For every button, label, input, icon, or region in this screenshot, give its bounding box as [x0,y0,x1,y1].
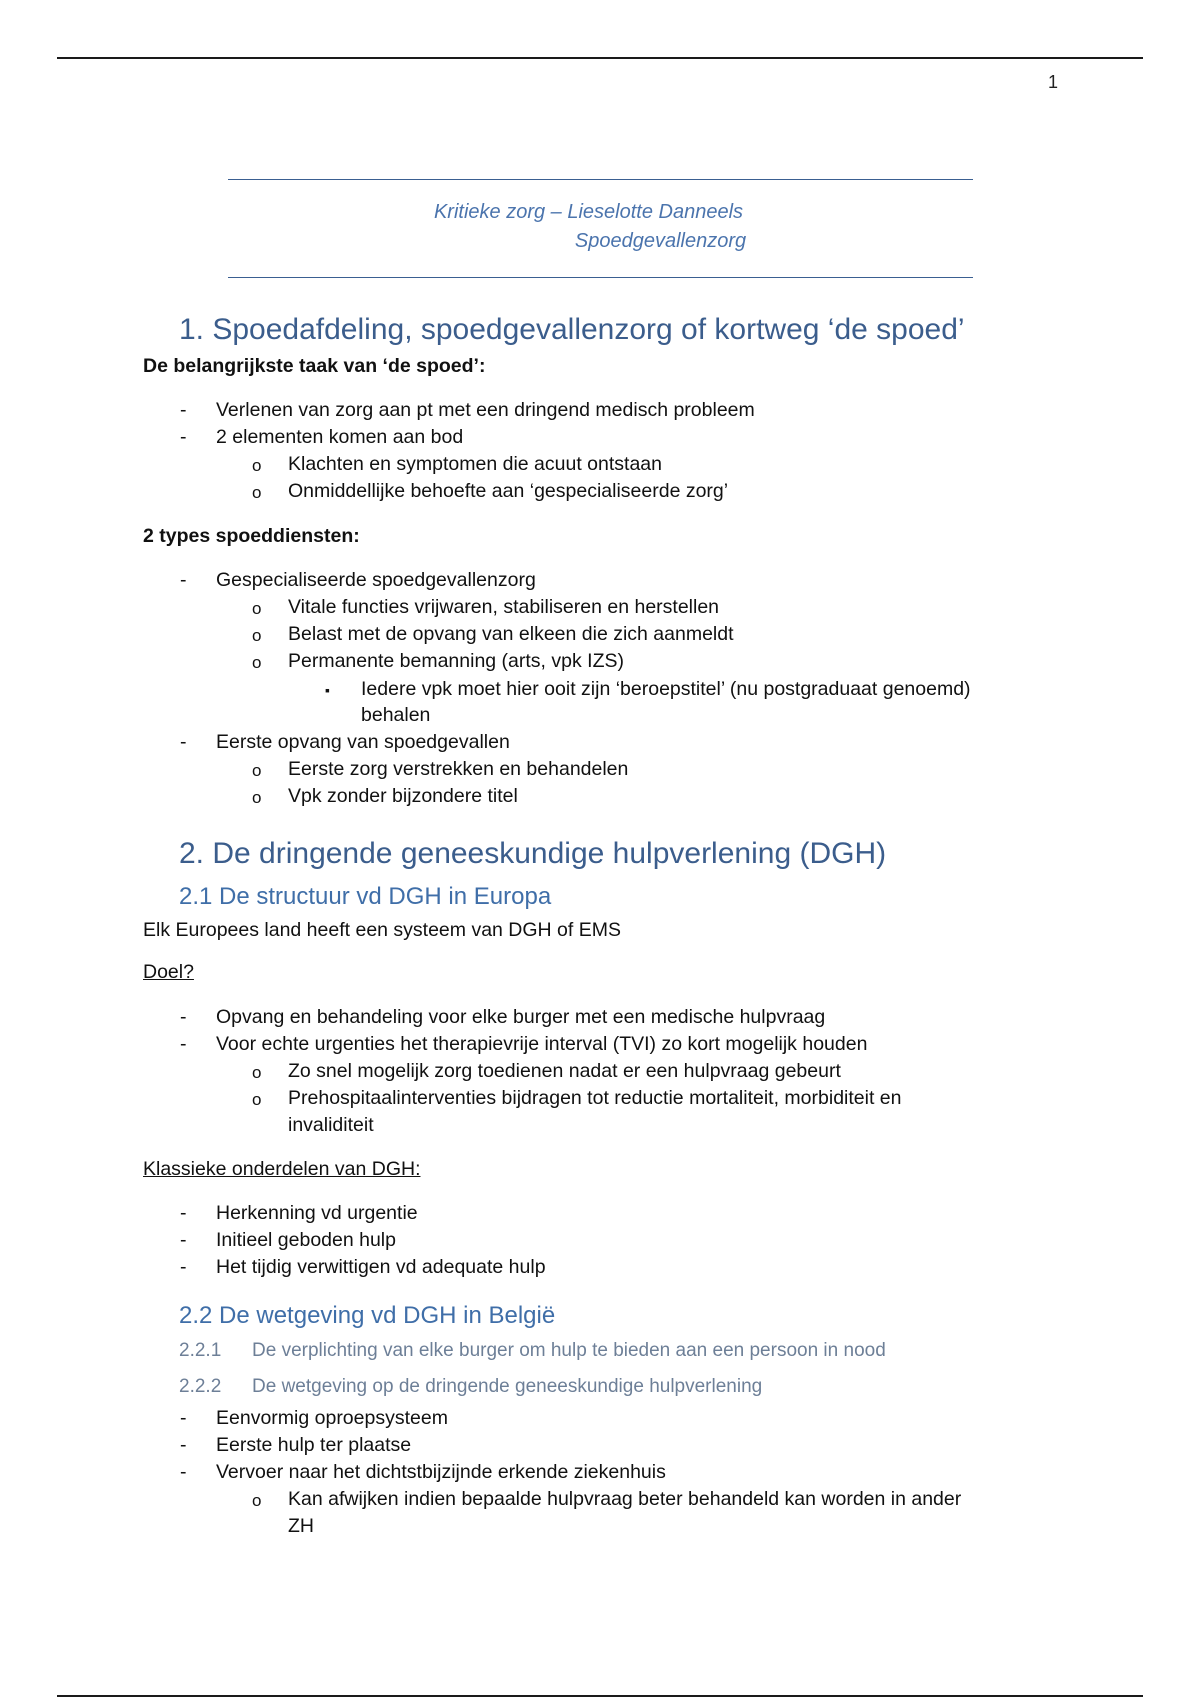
section-2-2-2-title: De wetgeving op de dringende geneeskundige hulpverlening [252,1376,763,1397]
list-item: Vervoer naar het dichtstbijzijnde erkende ziekenhuis [216,1461,666,1483]
list-item: Opvang en behandeling voor elke burger met een medische hulpvraag [216,1006,826,1028]
section-2-1-intro: Elk Europees land heeft een systeem van DGH of EMS [143,919,621,941]
list-subitem: Prehospitaalinterventies bijdragen tot reductie mortaliteit, morbiditeit en [288,1087,902,1109]
classic-heading: Klassieke onderdelen van DGH: [143,1158,421,1180]
list-subitem: Onmiddellijke behoefte aan ‘gespecialiseerde zorg’ [288,480,729,502]
list-subitem-continued: invaliditeit [288,1114,374,1136]
dash-bullet: - [180,399,187,421]
page-bottom-rule [57,1695,1143,1697]
circle-bullet: o [252,761,262,780]
header-top-rule [228,179,973,180]
list-item: Voor echte urgenties het therapievrije interval (TVI) zo kort mogelijk houden [216,1033,868,1055]
page-top-rule [57,57,1143,59]
section-1-heading: 1. Spoedafdeling, spoedgevallenzorg of kortweg ‘de spoed’ [179,313,965,346]
square-bullet: ▪ [325,682,330,698]
circle-bullet: o [252,1063,262,1082]
list-subitem: Belast met de opvang van elkeen die zich aanmeldt [288,623,734,645]
section-2-heading: 2. De dringende geneeskundige hulpverlening (DGH) [179,837,887,870]
section-number: 2.2.2 [179,1376,222,1397]
section-number: 2.2.1 [179,1340,222,1361]
dash-bullet: - [180,1256,187,1278]
dash-bullet: - [180,1202,187,1224]
circle-bullet: o [252,788,262,807]
circle-bullet: o [252,653,262,672]
circle-bullet: o [252,1090,262,1109]
list-subitem: Eerste zorg verstrekken en behandelen [288,758,629,780]
section-2-1-heading: 2.1 De structuur vd DGH in Europa [179,883,552,910]
dash-bullet: - [180,426,187,448]
list-item: Gespecialiseerde spoedgevallenzorg [216,569,536,591]
list-detail-line: Iedere vpk moet hier ooit zijn ‘beroepstitel’ (nu postgraduaat genoemd) [361,678,971,700]
section-2-2-1-title: De verplichting van elke burger om hulp te bieden aan een persoon in nood [252,1340,886,1361]
types-heading: 2 types spoeddiensten: [143,525,360,547]
list-item: Verlenen van zorg aan pt met een dringend medisch probleem [216,399,755,421]
dash-bullet: - [180,731,187,753]
header-bottom-rule [228,277,973,278]
list-item: Initieel geboden hulp [216,1229,396,1251]
page-number: 1 [1047,72,1058,92]
goal-heading: Doel? [143,961,194,983]
dash-bullet: - [180,1434,187,1456]
dash-bullet: - [180,1229,187,1251]
dash-bullet: - [180,1461,187,1483]
list-item: Eenvormig oproepsysteem [216,1407,448,1429]
task-heading: De belangrijkste taak van ‘de spoed’: [143,355,486,377]
list-item: Eerste opvang van spoedgevallen [216,731,510,753]
list-subitem: Permanente bemanning (arts, vpk IZS) [288,650,624,672]
list-subitem: Vitale functies vrijwaren, stabiliseren en herstellen [288,596,720,618]
list-item: Het tijdig verwittigen vd adequate hulp [216,1256,546,1278]
list-item: 2 elementen komen aan bod [216,426,464,448]
section-2-2-1-heading [179,1340,886,1362]
dash-bullet: - [180,1407,187,1429]
header-subject: Spoedgevallenzorg [574,230,747,252]
section-2-2-2-heading [179,1376,762,1398]
section-2-2-heading: 2.2 De wetgeving vd DGH in België [179,1302,556,1329]
list-subitem: Zo snel mogelijk zorg toedienen nadat er een hulpvraag gebeurt [288,1060,841,1082]
list-subitem: Kan afwijken indien bepaalde hulpvraag beter behandeld kan worden in ander [288,1488,962,1510]
circle-bullet: o [252,456,262,475]
list-subitem: Klachten en symptomen die acuut ontstaan [288,453,662,475]
list-item: Eerste hulp ter plaatse [216,1434,412,1456]
dash-bullet: - [180,1033,187,1055]
dash-bullet: - [180,1006,187,1028]
circle-bullet: o [252,599,262,618]
header-course-title: Kritieke zorg – Lieselotte Danneels [433,201,744,223]
list-subitem-continued: ZH [288,1515,314,1537]
list-subitem: Vpk zonder bijzondere titel [288,785,518,807]
list-item: Herkenning vd urgentie [216,1202,418,1224]
dash-bullet: - [180,569,187,591]
circle-bullet: o [252,1491,262,1510]
list-detail-line: behalen [361,704,431,726]
circle-bullet: o [252,626,262,645]
circle-bullet: o [252,483,262,502]
